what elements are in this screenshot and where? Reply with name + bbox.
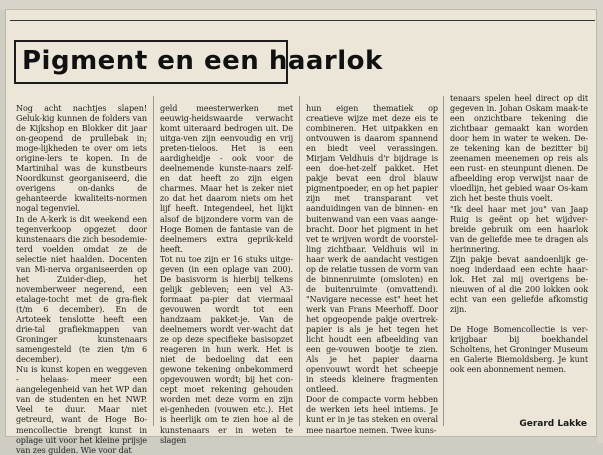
- byline: Gerard Lakke: [519, 419, 587, 429]
- article-column-4: [450, 93, 588, 374]
- column-divider: [153, 96, 154, 426]
- paragraph: hun eigen thematiek op creatieve wijze met deze eis te combineren. Het uitpakken en ontvouwen is daarom spannend en biedt veel verassingen. Mirjam Veldhuis d'r bijdrage is een doe-het-zelf pakket. Het pakje bevat een drol blauw pigmentpoeder, en op het papier zijn met transparant vet aanduidingen van de binnen- en buitenwand van een vaas aange-bracht. Door het pigment in het vet te wrijven wordt de voorstel-ling zichtbaar. Veldhuis wil in haar werk de aandacht vestigen op de relatie tussen de vorm van de binnenruimte (omsloten) en de buitenruimte (omvattend). "Navigare necesse est" heet het werk van Frans Meerhoff. Door het opgeopende pakje overtrek-papier is als je het tegen het licht houdt een afbeelding van een ge-vouwen bootje te zien. Als je het papier daarna openvouwt wordt het scheepje in steeds kleinere fragmenten ontleed.: [306, 103, 438, 395]
- paragraph: Zijn pakje bevat aandoenlijk ge-noeg inderdaad een echte haar-lok. Het zal mij overigens be-nieuwen of al die 200 lokken ook echt van een geliefde afkomstig zijn.: [450, 253, 588, 314]
- column-divider: [443, 96, 444, 426]
- paragraph: geld meesterwerken met eeuwig-heidswaarde verwacht komt uiteraard bedrogen uit. De uitga-ven zijn eenvoudig en vrij preten-tieloos. Het is een aardigheidje - ook voor de deelnemende kunste-naars zelf- en dat heeft zo zijn eigen charmes. Maar het is zeker niet zo dat het daarom niets om het lijf heeft. Integendeel, het lijkt alsof de bijzondere vorm van de Hoge Bomen de fantasie van de deelnemers extra geprik-keld heeft.: [160, 103, 293, 254]
- paragraph: Nog acht nachtjes slapen! Geluk-kig kunnen de folders van de Kijkshop en Blokker dit jaar on-geopend de prullebak in; moge-lijkheden te over om iets origine-lers te kopen. In de Martinihal was de kunstbeurs Noordkunst georganiseerd, die overigens on-danks de gehanteerde kwaliteits-normen nogal tegenviel.: [16, 103, 147, 214]
- article-column-1: [16, 103, 147, 455]
- article-column-3: [306, 103, 438, 435]
- headline: Pigment en een haarlok: [22, 46, 383, 76]
- paragraph: In de A-kerk is dit weekend een tegenverkoop opgezet door kunstenaars die zich besodemie-terd voelden omdat ze de selectie niet haalden. Docenten van Mi-nerva organiseerden op het Zuider-diep, het novemberweer negerend, een etalage-tocht met de gra-fiek (t/m 6 december). En de Artoteek tenslotte heeft een drie-tal grafiekmappen van Groninger kunstenaars samengesteld (te zien t/m 6 december).: [16, 213, 147, 365]
- paragraph: De Hoge Bomencollectie is ver-krijgbaar bij boekhandel Scholtens, het Groninger Museum en Galerie Biemoldsberg. Je kunt ook een abonnement nemen.: [450, 324, 588, 375]
- paragraph: Door de compacte vorm hebben de werken iets heel intiems. Je kunt er in je tas steken en overal mee naartoe nemen. Twee kuns-: [306, 394, 438, 435]
- scan-border-right: [597, 0, 603, 443]
- paragraph: "Ik deel haar met jou" van Jaap Ruig is geënt op het wijdver-breide gebruik om een haarlok van de geliefde mee te dragen als herinnering.: [450, 203, 588, 254]
- top-rule: [10, 20, 595, 21]
- paragraph: tenaars spelen heel direct op dit gegeven in. Johan Oskam maak-te een onzichtbare tekening die zichtbaar gemaakt kan worden door hem in water te weken. De-ze tekening kan de bezitter bij zeenamen meenemen op reis als een rust- en steunpunt dienen. De afbeelding erop verwijst naar de vloedlijn, het gebied waar Os-kam zich het beste thuis voelt.: [450, 93, 588, 204]
- scan-border: [0, 0, 603, 10]
- paragraph: Nu is kunst kopen en weggeven - helaas- meer een aangelegenheid van het WP dan van de studenten en het NWP. Veel te duur. Maar niet getreurd, want de Hoge Bo-mencollectie brengt kunst in oplage uit voor het kleine prijsje van zes gulden. Wie voor dat: [16, 364, 147, 455]
- column-divider: [299, 96, 300, 426]
- article-column-2: [160, 103, 293, 445]
- paragraph: Tot nu toe zijn er 16 stuks uitge-geven (in een oplage van 200). De basisvorm is hierbij telkens gelijk gebleven; een vel A3-formaat pa-pier dat viermaal gevouwen wordt tot een handzaam pakket-je. Van de deelnemers wordt ver-wacht dat ze op deze specifieke basisopzet reageren in hun werk. Het is niet de bedoeling dat een gewone tekening onbekommerd opgevouwen wordt; bij het con-cept moet rekening gehouden worden met deze vorm en zijn ei-genheden (vouwen etc.). Het is heerlijk om te zien hoe al de kunstenaars er in weten te slagen: [160, 253, 293, 445]
